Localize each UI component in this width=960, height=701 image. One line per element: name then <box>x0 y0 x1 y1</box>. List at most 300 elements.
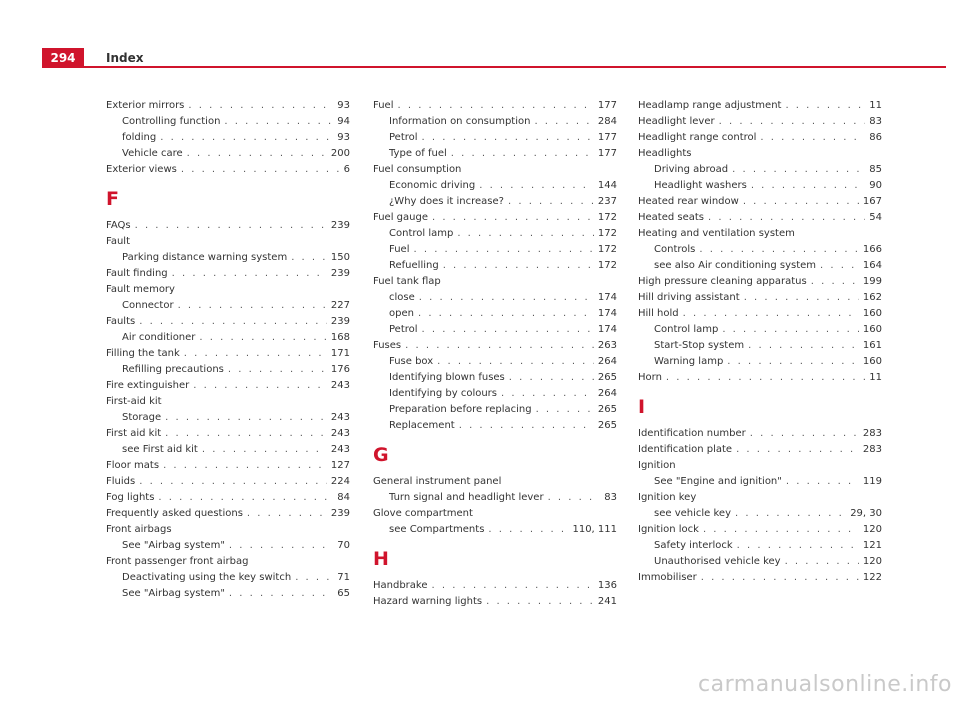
dot-leader <box>727 354 859 370</box>
entry-page-number: 239 <box>330 220 350 231</box>
dot-leader <box>488 522 568 538</box>
entry-page-number: 174 <box>597 324 617 335</box>
entry-label: Hill hold <box>638 308 679 319</box>
entry-page-number: 283 <box>862 428 882 439</box>
entry-page-number: 263 <box>597 340 617 351</box>
entry-label: See "Airbag system" <box>122 540 225 551</box>
index-entry <box>638 130 882 146</box>
entry-page-number: 167 <box>862 196 882 207</box>
entry-label: Fuel gauge <box>373 212 428 223</box>
index-entry <box>638 274 882 290</box>
dot-leader <box>247 506 327 522</box>
dot-leader <box>413 242 593 258</box>
dot-leader <box>735 506 846 522</box>
entry-label: Hill driving assistant <box>638 292 740 303</box>
index-subentry <box>373 130 617 146</box>
index-entry-heading: Fuel consumption <box>373 164 462 175</box>
watermark: carmanualsonline.info <box>698 672 952 697</box>
index-subentry <box>638 178 882 194</box>
entry-label: Refilling precautions <box>122 364 224 375</box>
entry-page-number: 161 <box>862 340 882 351</box>
index-entry <box>106 490 350 506</box>
index-entry <box>638 370 882 386</box>
index-entry <box>373 594 617 610</box>
entry-page-number: 174 <box>597 308 617 319</box>
entry-label: Safety interlock <box>654 540 733 551</box>
dot-leader <box>229 538 333 554</box>
entry-page-number: 122 <box>862 572 882 583</box>
index-entry <box>638 426 882 442</box>
dot-leader <box>291 250 327 266</box>
entry-label: see also Air conditioning system <box>654 260 817 271</box>
index-subentry <box>638 474 882 490</box>
entry-label: Fuses <box>373 340 402 351</box>
index-entry-heading: Front passenger front airbag <box>106 556 249 567</box>
dot-leader <box>509 370 594 386</box>
index-entry <box>638 522 882 538</box>
dot-leader <box>820 258 859 274</box>
index-subentry <box>373 322 617 338</box>
dot-leader <box>722 322 859 338</box>
entry-label: Frequently asked questions <box>106 508 243 519</box>
dot-leader <box>479 178 594 194</box>
dot-leader <box>187 146 327 162</box>
index-subentry <box>106 146 350 162</box>
index-subentry <box>373 258 617 274</box>
entry-page-number: 243 <box>330 380 350 391</box>
entry-page-number: 166 <box>862 244 882 255</box>
entry-label: Petrol <box>389 324 418 335</box>
index-subentry <box>106 250 350 266</box>
entry-label: First aid kit <box>106 428 162 439</box>
index-entry <box>106 506 350 522</box>
entry-label: Handbrake <box>373 580 428 591</box>
dot-leader <box>139 314 327 330</box>
entry-page-number: 93 <box>337 100 350 111</box>
dot-leader <box>486 594 594 610</box>
index-column-3 <box>638 98 882 586</box>
index-subentry <box>106 298 350 314</box>
entry-page-number: 239 <box>330 316 350 327</box>
entry-page-number: 199 <box>862 276 882 287</box>
entry-page-number: 83 <box>869 116 882 127</box>
entry-page-number: 160 <box>862 356 882 367</box>
dot-leader <box>683 306 859 322</box>
index-entry <box>106 266 350 282</box>
index-subentry <box>638 162 882 178</box>
entry-label: Fire extinguisher <box>106 380 190 391</box>
index-subentry <box>638 354 882 370</box>
index-entry-heading: Ignition key <box>638 492 697 503</box>
index-entry <box>638 570 882 586</box>
index-letter-heading: G <box>373 444 389 466</box>
index-subentry <box>106 330 350 346</box>
index-entry-heading: Ignition <box>638 460 676 471</box>
entry-label: Horn <box>638 372 662 383</box>
dot-leader <box>751 178 865 194</box>
entry-page-number: 243 <box>330 444 350 455</box>
entry-page-number: 172 <box>597 260 617 271</box>
index-entry <box>106 98 350 114</box>
index-entry <box>638 194 882 210</box>
dot-leader <box>139 474 327 490</box>
entry-label: Air conditioner <box>122 332 196 343</box>
entry-page-number: 200 <box>330 148 350 159</box>
index-column-1 <box>106 98 350 602</box>
index-column-2 <box>373 98 617 610</box>
entry-label: Petrol <box>389 132 418 143</box>
index-subentry <box>373 290 617 306</box>
entry-label: Fuel <box>373 100 394 111</box>
dot-leader <box>295 570 333 586</box>
entry-label: Identification number <box>638 428 746 439</box>
dot-leader <box>158 490 333 506</box>
dot-leader <box>785 554 859 570</box>
entry-label: Faults <box>106 316 136 327</box>
entry-label: Hazard warning lights <box>373 596 483 607</box>
index-entry-heading: Heating and ventilation system <box>638 228 795 239</box>
index-subentry <box>373 386 617 402</box>
entry-label: Warning lamp <box>654 356 724 367</box>
index-subentry <box>373 194 617 210</box>
dot-leader <box>508 194 594 210</box>
entry-page-number: 265 <box>597 404 617 415</box>
index-subentry <box>373 490 617 506</box>
entry-page-number: 119 <box>862 476 882 487</box>
index-subentry <box>638 242 882 258</box>
entry-page-number: 160 <box>862 324 882 335</box>
entry-label: Preparation before replacing <box>389 404 532 415</box>
index-subentry <box>373 522 617 538</box>
index-letter-heading: F <box>106 188 119 210</box>
entry-page-number: 120 <box>862 524 882 535</box>
entry-label: Fuel <box>389 244 410 255</box>
index-entry <box>638 114 882 130</box>
index-entry <box>106 346 350 362</box>
entry-label: High pressure cleaning apparatus <box>638 276 807 287</box>
entry-page-number: 172 <box>597 228 617 239</box>
entry-label: Identifying by colours <box>389 388 498 399</box>
index-entry <box>106 458 350 474</box>
dot-leader <box>193 378 327 394</box>
entry-label: Controls <box>654 244 696 255</box>
dot-leader <box>184 346 327 362</box>
entry-page-number: 243 <box>330 428 350 439</box>
entry-label: Fuse box <box>389 356 434 367</box>
entry-label: Fog lights <box>106 492 155 503</box>
index-entry-heading: Headlights <box>638 148 692 159</box>
entry-page-number: 54 <box>869 212 882 223</box>
entry-label: See "Airbag system" <box>122 588 225 599</box>
index-subentry <box>373 114 617 130</box>
entry-label: Parking distance warning system <box>122 252 288 263</box>
dot-leader <box>418 306 594 322</box>
dot-leader <box>199 330 326 346</box>
entry-page-number: 177 <box>597 100 617 111</box>
index-subentry <box>106 570 350 586</box>
index-entry-heading: Fuel tank flap <box>373 276 441 287</box>
index-subentry <box>106 130 350 146</box>
index-entry <box>638 290 882 306</box>
dot-leader <box>786 474 859 490</box>
entry-page-number: 83 <box>604 492 617 503</box>
index-subentry <box>106 538 350 554</box>
entry-page-number: 85 <box>869 164 882 175</box>
entry-label: Driving abroad <box>654 164 729 175</box>
index-entry <box>106 426 350 442</box>
dot-leader <box>181 162 340 178</box>
entry-page-number: 164 <box>862 260 882 271</box>
dot-leader <box>422 322 594 338</box>
entry-label: Fault finding <box>106 268 168 279</box>
entry-page-number: 283 <box>862 444 882 455</box>
entry-page-number: 121 <box>862 540 882 551</box>
index-entry <box>638 442 882 458</box>
entry-label: see Compartments <box>389 524 485 535</box>
entry-page-number: 71 <box>337 572 350 583</box>
index-subentry <box>638 538 882 554</box>
entry-page-number: 241 <box>597 596 617 607</box>
entry-page-number: 29, 30 <box>850 508 882 519</box>
entry-label: Immobiliser <box>638 572 697 583</box>
entry-label: Heated rear window <box>638 196 739 207</box>
entry-label: ¿Why does it increase? <box>389 196 504 207</box>
entry-page-number: 284 <box>597 116 617 127</box>
entry-label: Information on consumption <box>389 116 531 127</box>
entry-page-number: 65 <box>337 588 350 599</box>
entry-label: Vehicle care <box>122 148 183 159</box>
dot-leader <box>224 114 333 130</box>
entry-page-number: 84 <box>337 492 350 503</box>
entry-label: Identification plate <box>638 444 733 455</box>
entry-page-number: 264 <box>597 356 617 367</box>
index-entry <box>373 98 617 114</box>
entry-label: Type of fuel <box>389 148 447 159</box>
index-subentry <box>638 506 882 522</box>
entry-page-number: 243 <box>330 412 350 423</box>
dot-leader <box>432 210 594 226</box>
entry-label: Headlight range control <box>638 132 757 143</box>
index-subentry <box>373 242 617 258</box>
index-entry-heading: Front airbags <box>106 524 172 535</box>
entry-page-number: 177 <box>597 148 617 159</box>
dot-leader <box>534 114 593 130</box>
dot-leader <box>666 370 865 386</box>
entry-page-number: 120 <box>862 556 882 567</box>
entry-page-number: 136 <box>597 580 617 591</box>
index-subentry <box>373 226 617 242</box>
entry-label: Control lamp <box>654 324 719 335</box>
index-letter-heading: H <box>373 548 389 570</box>
entry-page-number: 265 <box>597 372 617 383</box>
entry-page-number: 177 <box>597 132 617 143</box>
index-subentry <box>106 442 350 458</box>
index-entry-heading: Fault memory <box>106 284 175 295</box>
dot-leader <box>397 98 593 114</box>
index-subentry <box>373 370 617 386</box>
dot-leader <box>432 578 594 594</box>
entry-page-number: 264 <box>597 388 617 399</box>
entry-page-number: 239 <box>330 508 350 519</box>
entry-label: Filling the tank <box>106 348 180 359</box>
dot-leader <box>188 98 333 114</box>
index-entry <box>373 210 617 226</box>
dot-leader <box>165 426 327 442</box>
entry-label: Fluids <box>106 476 136 487</box>
entry-page-number: 176 <box>330 364 350 375</box>
dot-leader <box>785 98 865 114</box>
dot-leader <box>744 290 859 306</box>
dot-leader <box>703 522 859 538</box>
index-subentry <box>373 146 617 162</box>
dot-leader <box>228 362 327 378</box>
entry-label: Turn signal and headlight lever <box>389 492 544 503</box>
entry-label: Deactivating using the key switch <box>122 572 292 583</box>
index-subentry <box>638 554 882 570</box>
entry-label: Exterior mirrors <box>106 100 185 111</box>
entry-label: Control lamp <box>389 228 454 239</box>
index-subentry <box>373 418 617 434</box>
entry-label: Headlight washers <box>654 180 747 191</box>
entry-page-number: 11 <box>869 100 882 111</box>
entry-page-number: 168 <box>330 332 350 343</box>
index-subentry <box>373 354 617 370</box>
index-entry-heading: First-aid kit <box>106 396 162 407</box>
entry-label: Headlight lever <box>638 116 715 127</box>
dot-leader <box>737 538 859 554</box>
dot-leader <box>443 258 594 274</box>
dot-leader <box>748 338 859 354</box>
entry-label: FAQs <box>106 220 131 231</box>
index-entry <box>373 578 617 594</box>
index-entry <box>106 378 350 394</box>
entry-page-number: 11 <box>869 372 882 383</box>
page-number-tab: 294 <box>42 48 84 68</box>
index-subentry <box>638 322 882 338</box>
entry-page-number: 150 <box>330 252 350 263</box>
dot-leader <box>743 194 859 210</box>
dot-leader <box>699 242 859 258</box>
dot-leader <box>160 130 333 146</box>
dot-leader <box>459 418 594 434</box>
dot-leader <box>548 490 601 506</box>
entry-label: Exterior views <box>106 164 177 175</box>
dot-leader <box>163 458 327 474</box>
index-subentry <box>106 586 350 602</box>
index-entry <box>106 474 350 490</box>
index-subentry <box>106 114 350 130</box>
entry-label: Floor mats <box>106 460 160 471</box>
dot-leader <box>451 146 594 162</box>
dot-leader <box>732 162 865 178</box>
dot-leader <box>172 266 327 282</box>
entry-page-number: 174 <box>597 292 617 303</box>
dot-leader <box>750 426 859 442</box>
entry-page-number: 144 <box>597 180 617 191</box>
entry-page-number: 265 <box>597 420 617 431</box>
entry-label: See "Engine and ignition" <box>654 476 782 487</box>
dot-leader <box>165 410 327 426</box>
index-subentry <box>106 410 350 426</box>
entry-label: Replacement <box>389 420 455 431</box>
index-entry <box>373 338 617 354</box>
header-rule <box>42 66 946 68</box>
entry-label: folding <box>122 132 157 143</box>
index-subentry <box>638 338 882 354</box>
index-entry <box>638 98 882 114</box>
entry-label: open <box>389 308 414 319</box>
dot-leader <box>202 442 327 458</box>
dot-leader <box>719 114 866 130</box>
entry-page-number: 227 <box>330 300 350 311</box>
entry-page-number: 90 <box>869 180 882 191</box>
entry-label: Economic driving <box>389 180 476 191</box>
dot-leader <box>457 226 594 242</box>
index-entry <box>638 210 882 226</box>
entry-label: Heated seats <box>638 212 705 223</box>
dot-leader <box>701 570 859 586</box>
entry-label: Refuelling <box>389 260 439 271</box>
entry-label: see vehicle key <box>654 508 731 519</box>
index-letter-heading: I <box>638 396 646 418</box>
entry-page-number: 171 <box>330 348 350 359</box>
dot-leader <box>422 130 594 146</box>
entry-label: Storage <box>122 412 162 423</box>
entry-page-number: 160 <box>862 308 882 319</box>
dot-leader <box>178 298 327 314</box>
entry-page-number: 70 <box>337 540 350 551</box>
index-entry-heading: Glove compartment <box>373 508 473 519</box>
entry-label: Headlamp range adjustment <box>638 100 782 111</box>
entry-label: Ignition lock <box>638 524 699 535</box>
entry-page-number: 93 <box>337 132 350 143</box>
entry-page-number: 127 <box>330 460 350 471</box>
dot-leader <box>501 386 594 402</box>
dot-leader <box>536 402 594 418</box>
dot-leader <box>437 354 594 370</box>
index-subentry <box>638 258 882 274</box>
index-entry <box>638 306 882 322</box>
entry-page-number: 172 <box>597 244 617 255</box>
entry-page-number: 162 <box>862 292 882 303</box>
entry-page-number: 239 <box>330 268 350 279</box>
entry-page-number: 86 <box>869 132 882 143</box>
entry-label: Start-Stop system <box>654 340 745 351</box>
entry-label: Unauthorised vehicle key <box>654 556 781 567</box>
entry-page-number: 6 <box>343 164 350 175</box>
dot-leader <box>229 586 333 602</box>
entry-page-number: 224 <box>330 476 350 487</box>
index-entry-heading: General instrument panel <box>373 476 502 487</box>
entry-label: Controlling function <box>122 116 221 127</box>
dot-leader <box>708 210 865 226</box>
entry-page-number: 172 <box>597 212 617 223</box>
dot-leader <box>811 274 859 290</box>
entry-page-number: 94 <box>337 116 350 127</box>
dot-leader <box>135 218 327 234</box>
dot-leader <box>760 130 865 146</box>
dot-leader <box>736 442 859 458</box>
index-entry-heading: Fault <box>106 236 130 247</box>
index-entry <box>106 162 350 178</box>
index-entry <box>106 314 350 330</box>
entry-page-number: 110, 111 <box>572 524 617 535</box>
entry-label: Connector <box>122 300 174 311</box>
entry-label: close <box>389 292 415 303</box>
entry-label: see First aid kit <box>122 444 198 455</box>
index-subentry <box>373 178 617 194</box>
entry-label: Identifying blown fuses <box>389 372 505 383</box>
